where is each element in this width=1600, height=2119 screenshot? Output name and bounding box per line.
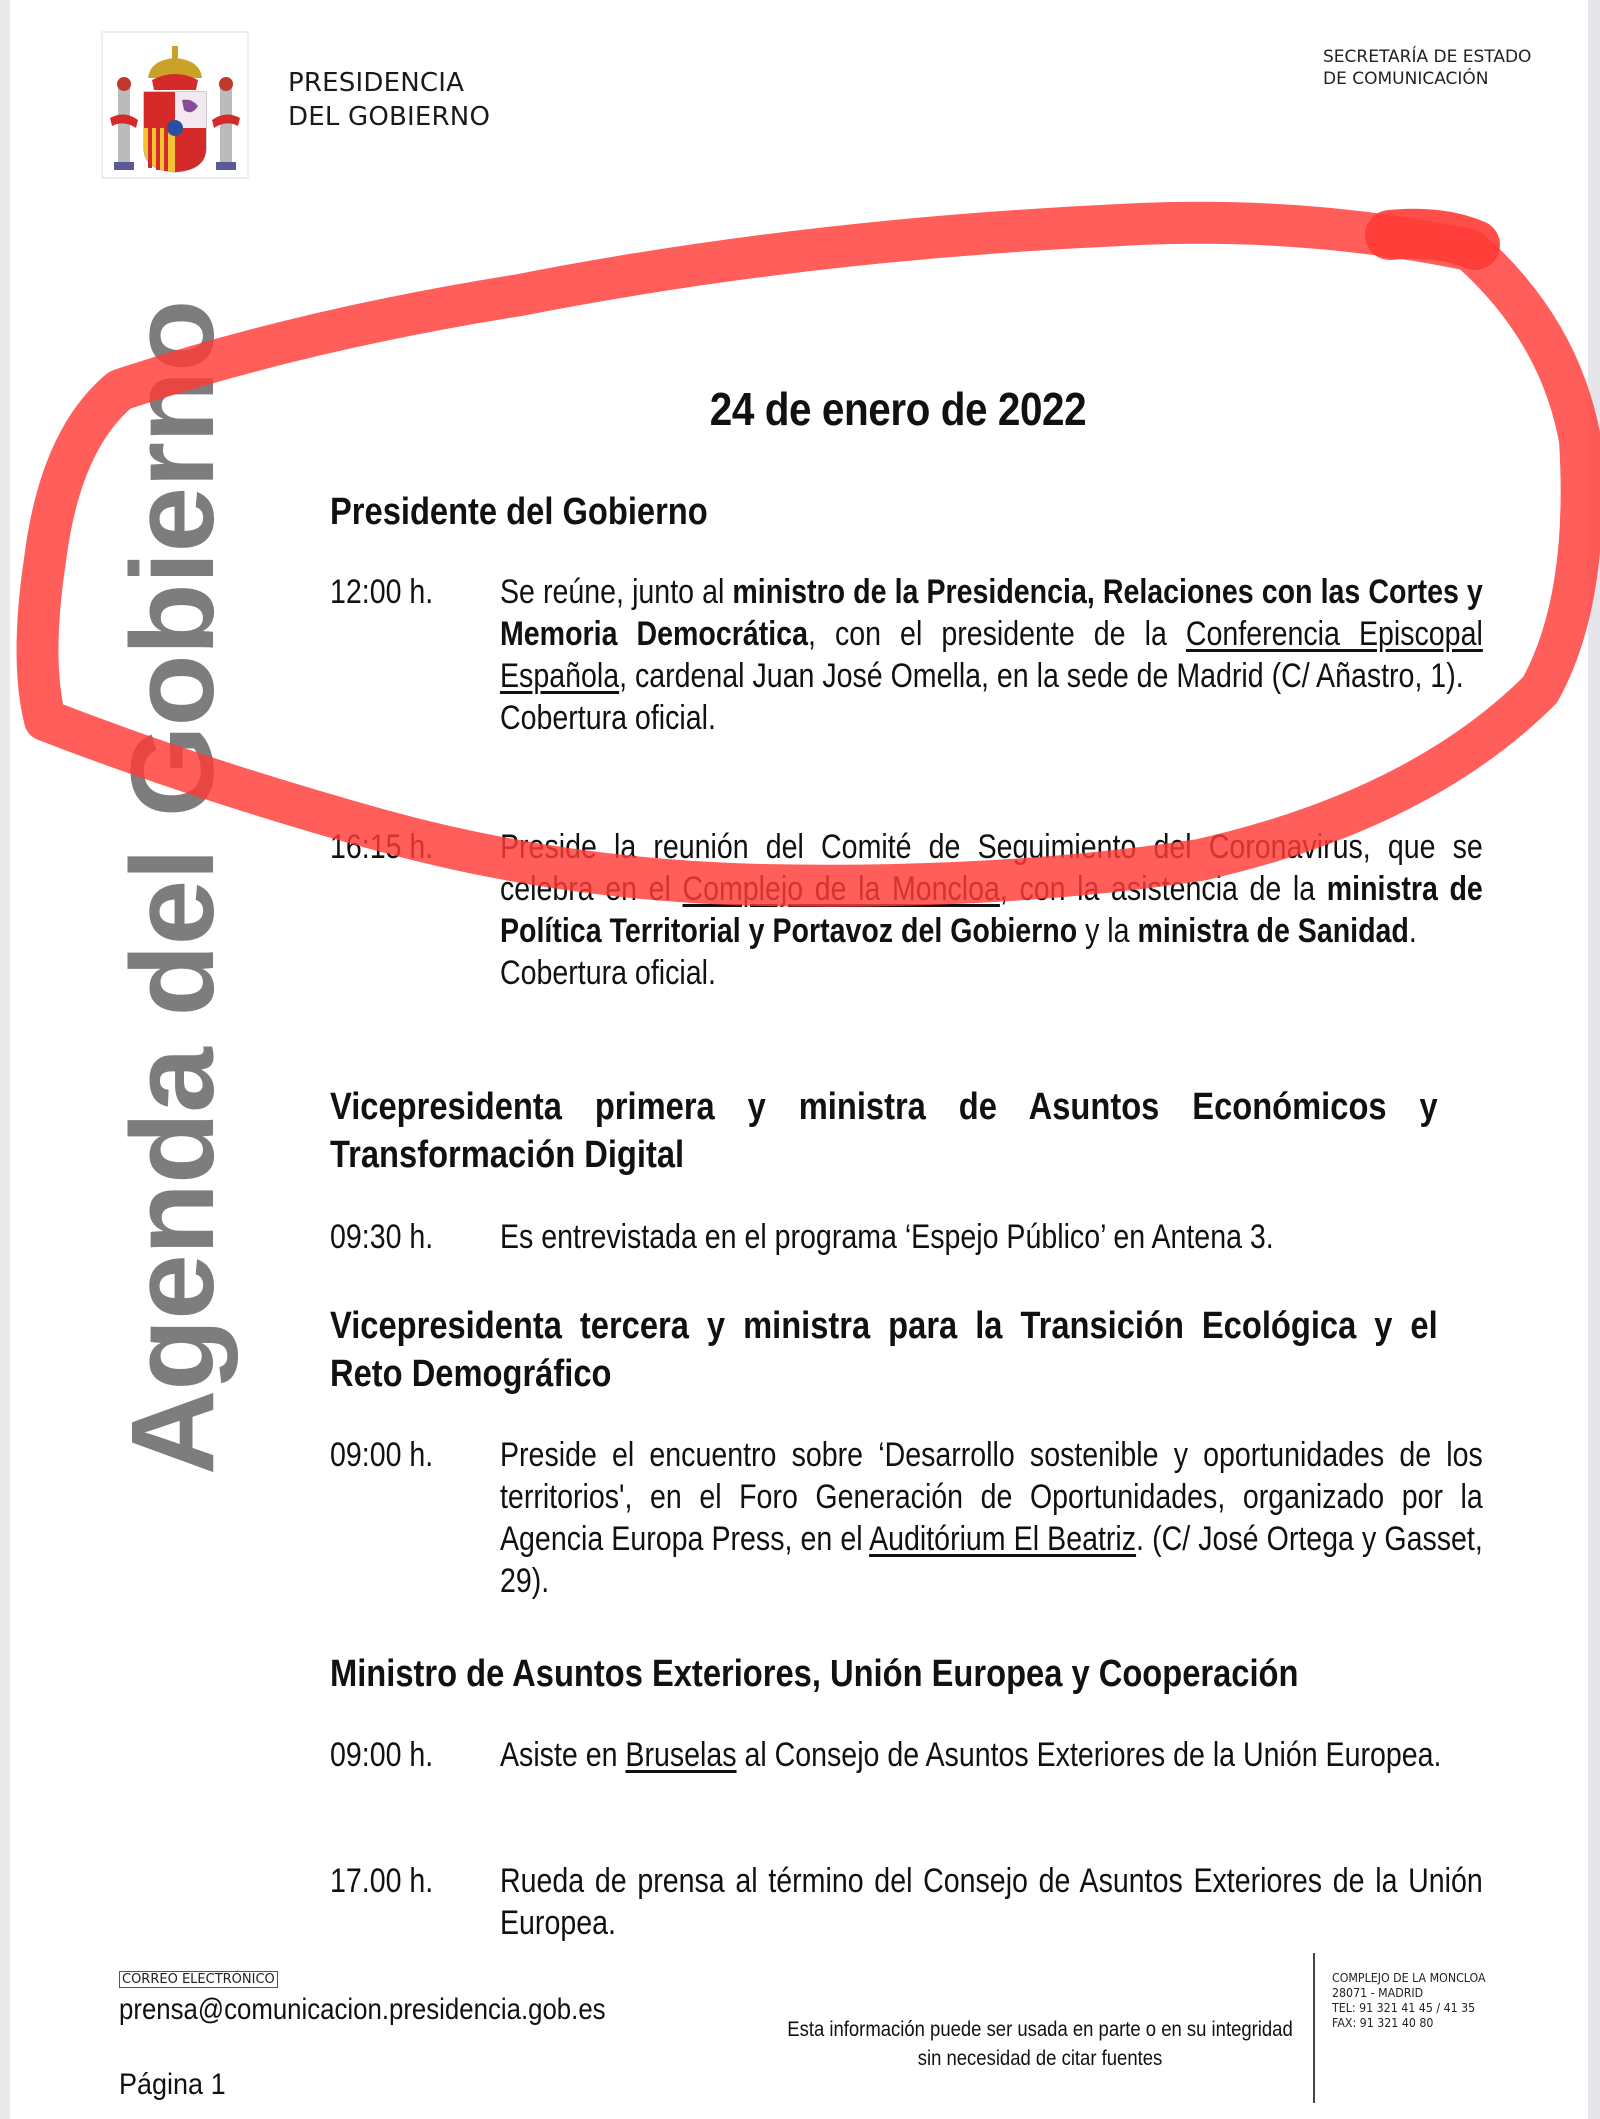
vertical-title: Agenda del Gobierno [107, 300, 239, 1475]
document-page [10, 0, 1590, 2119]
entry-time: 09:30 h. [330, 1218, 434, 1256]
entry-time: 16:15 h. [330, 828, 434, 866]
contact-email[interactable]: prensa@comunicacion.presidencia.gob.es [119, 1993, 606, 2026]
section-title: Presidente del Gobierno [330, 491, 708, 533]
link-conferencia-episcopal[interactable]: Conferencia Episcopal Española [500, 615, 1483, 695]
link-auditorium-el-beatriz[interactable]: Auditórium El Beatriz [869, 1520, 1137, 1558]
organization-name [288, 66, 490, 134]
page-number: Página 1 [119, 2068, 226, 2101]
email-label: CORREO ELECTRÓNICO [119, 1971, 278, 1988]
entry-text: Preside el encuentro sobre ‘Desarrollo sostenible y oportunidades de los territorios', en el Foro Generación de Oportunidades, organizado por la Agencia Europa Press, en el Auditórium El Beatriz. (C/ José Ortega y Gasset, 29). [500, 1436, 1483, 1600]
section-title: Vicepresidenta tercera y ministra para la Transición Ecológica y el Reto Demográfico [330, 1305, 1438, 1395]
link-bruselas[interactable]: Bruselas [625, 1736, 737, 1774]
entry-time: 09:00 h. [330, 1736, 434, 1774]
entry-text: Rueda de prensa al término del Consejo de Asuntos Exteriores de la Unión Europea. [500, 1862, 1483, 1942]
agenda-date: 24 de enero de 2022 [709, 383, 1087, 435]
secretaria-line-1: SECRETARÍA DE ESTADO [1323, 47, 1532, 67]
link-complejo-moncloa[interactable]: Complejo de la Moncloa [682, 870, 1000, 908]
coverage-note: Cobertura oficial. [500, 954, 716, 992]
contact-address: COMPLEJO DE LA MONCLOA 28071 - MADRID TEL: 91 321 41 45 / 41 35 FAX: 91 321 40 80 [1332, 1971, 1486, 2030]
official-title: ministra de Sanidad [1137, 912, 1409, 950]
usage-notice: Esta información puede ser usada en parte o en su integridad sin necesidad de citar fuentes [787, 2018, 1293, 2070]
official-title: ministra de Política Territorial y Portavoz del Gobierno [500, 870, 1483, 950]
secretaria-line-2: DE COMUNICACIÓN [1323, 69, 1489, 89]
entry-time: 12:00 h. [330, 573, 434, 611]
official-title: ministro de la Presidencia, Relaciones con las Cortes y Memoria Democrática [500, 573, 1483, 653]
entry-text: Se reúne, junto al ministro de la Presidencia, Relaciones con las Cortes y Memoria Democrática, con el presidente de la Conferencia Episcopal Española, cardenal Juan José Omella, en la sede de Madrid (C/ Añastro, 1). Cobertura oficial. [500, 573, 1483, 737]
coverage-note: Cobertura oficial. [500, 699, 716, 737]
org-line-1: PRESIDENCIA [288, 68, 465, 98]
section-title: Ministro de Asuntos Exteriores, Unión Europea y Cooperación [330, 1653, 1299, 1695]
section-title: Vicepresidenta primera y ministra de Asuntos Económicos y Transformación Digital [330, 1086, 1438, 1176]
entry-text: Asiste en Bruselas al Consejo de Asuntos Exteriores de la Unión Europea. [500, 1736, 1442, 1774]
footer-divider [1313, 1953, 1315, 2103]
spain-coat-of-arms-icon [100, 30, 250, 180]
entry-time: 09:00 h. [330, 1436, 434, 1474]
secretaria-name [1323, 46, 1531, 90]
entry-text: Preside la reunión del Comité de Seguimiento del Coronavirus, que se celebra en el Complejo de la Moncloa, con la asistencia de la ministra de Política Territorial y Portavoz del Gobierno y la ministra de Sanidad. Cobertura oficial. [500, 828, 1483, 992]
org-line-2: DEL GOBIERNO [288, 102, 491, 132]
page-edge [1588, 0, 1600, 2119]
entry-time: 17.00 h. [330, 1862, 434, 1900]
entry-text: Es entrevistada en el programa ‘Espejo Público’ en Antena 3. [500, 1218, 1274, 1256]
